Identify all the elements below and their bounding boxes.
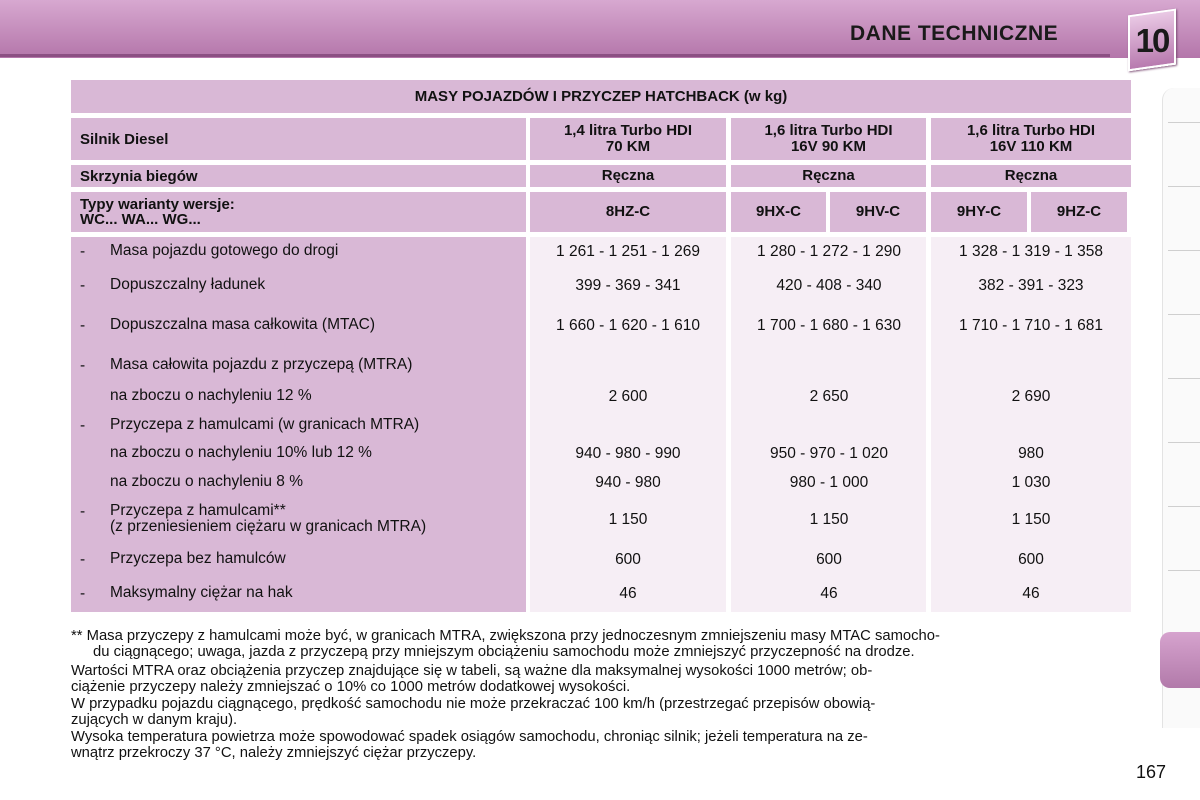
row-label: Masa całowita pojazdu z przyczepą (MTRA) — [110, 356, 413, 373]
row-value: 420 - 408 - 340 — [776, 277, 882, 294]
row-value: 940 - 980 - 990 — [575, 445, 681, 462]
row-value: 1 660 - 1 620 - 1 610 — [556, 317, 700, 334]
row-dash: - — [80, 551, 86, 568]
gearbox-value: Ręczna — [931, 165, 1131, 187]
row-value: 1 150 — [608, 511, 648, 528]
row-label: Masa pojazdu gotowego do drogi — [110, 242, 339, 259]
engine-line2: 16V 90 KM — [790, 138, 867, 155]
side-tab-divider — [1168, 314, 1200, 315]
variants-label-line2: WC... WA... WG... — [80, 211, 201, 228]
row-value: 382 - 391 - 323 — [978, 277, 1084, 294]
engine-line1: 1,6 litra Turbo HDI — [966, 122, 1096, 139]
row-value: 46 — [820, 585, 838, 602]
row-label: Przyczepa bez hamulców — [110, 550, 286, 567]
table-title: MASY POJAZDÓW I PRZYCZEP HATCHBACK (w kg) — [71, 80, 1131, 113]
variants-label — [71, 192, 526, 232]
note-line: wnątrz przekroczy 37 °C, należy zmniejszyć ciężar przyczepy. — [71, 745, 477, 761]
side-tab-divider — [1168, 186, 1200, 187]
side-tab-divider — [1168, 570, 1200, 571]
row-value: 1 700 - 1 680 - 1 630 — [757, 317, 901, 334]
note-line: W przypadku pojazdu ciągnącego, prędkość samochodu nie może przekraczać 100 km/h (przestrzegać przepisów obowią- — [71, 696, 876, 712]
row-label-continued: (z przeniesieniem ciężaru w granicach MTRA) — [110, 518, 427, 535]
row-value: 940 - 980 — [595, 474, 661, 491]
row-dash: - — [80, 243, 86, 260]
side-tab-divider — [1168, 250, 1200, 251]
row-label: Przyczepa z hamulcami** — [110, 502, 286, 519]
chapter-number: 10 — [1135, 22, 1169, 59]
engine-line1: 1,6 litra Turbo HDI — [764, 122, 893, 139]
variant-code: 9HY-C — [931, 192, 1027, 232]
note-line: Wysoka temperatura powietrza może spowodować spadek osiągów samochodu, chroniąc silnik; jeżeli temperatura na ze- — [71, 729, 868, 745]
row-label: na zboczu o nachyleniu 8 % — [110, 473, 304, 490]
side-tab-divider — [1168, 122, 1200, 123]
variant-code: 9HX-C — [731, 192, 826, 232]
row-value: 1 710 - 1 710 - 1 681 — [959, 317, 1103, 334]
side-tab-divider — [1168, 506, 1200, 507]
row-value: 600 — [615, 551, 641, 568]
note-line: ciążenie przyczepy należy zmniejszać o 10% co 1000 metrów dodatkowej wysokości. — [71, 679, 631, 695]
variant-code: 8HZ-C — [530, 192, 726, 232]
row-value: 399 - 369 - 341 — [575, 277, 681, 294]
row-value: 2 690 — [1011, 388, 1051, 405]
engine-header — [931, 118, 1131, 160]
engine-line2: 70 KM — [605, 138, 651, 155]
page-number: 167 — [1136, 762, 1167, 782]
engine-label: Silnik Diesel — [71, 118, 526, 160]
gearbox-label: Skrzynia biegów — [71, 165, 526, 187]
engine-header — [731, 118, 926, 160]
row-dash: - — [80, 357, 86, 374]
header-divider — [0, 54, 1110, 57]
engine-line1: 1,4 litra Turbo HDI — [563, 122, 693, 139]
row-label: na zboczu o nachyleniu 10% lub 12 % — [110, 444, 372, 461]
gearbox-value: Ręczna — [731, 165, 926, 187]
side-tab-active[interactable] — [1160, 632, 1200, 688]
side-tab-divider — [1168, 378, 1200, 379]
row-value: 1 280 - 1 272 - 1 290 — [757, 243, 901, 260]
variant-code: 9HZ-C — [1031, 192, 1127, 232]
row-value: 46 — [1022, 585, 1040, 602]
row-value: 600 — [1018, 551, 1044, 568]
row-label: Przyczepa z hamulcami (w granicach MTRA) — [110, 416, 420, 433]
note-line: Wartości MTRA oraz obciążenia przyczep znajdujące się w tabeli, są ważne dla maksymalnej wysokości 1000 metrów; ob- — [71, 663, 873, 679]
engine-line2: 16V 110 KM — [989, 138, 1073, 155]
variants-label-line1: Typy warianty wersje: — [80, 196, 235, 213]
row-value: 1 150 — [809, 511, 849, 528]
note-line: zujących w danym kraju). — [71, 712, 238, 728]
row-value: 1 150 — [1011, 511, 1051, 528]
row-label: Maksymalny ciężar na hak — [110, 584, 293, 601]
footnote-line: du ciągnącego; uwaga, jazda z przyczepą przy mniejszym obciążeniu samochodu może zmniejszyć przyczepność na drodze. — [93, 644, 915, 660]
row-label: Dopuszczalna masa całkowita (MTAC) — [110, 316, 376, 333]
variant-code: 9HV-C — [830, 192, 926, 232]
row-value: 980 — [1018, 445, 1044, 462]
row-dash: - — [80, 503, 86, 520]
row-dash: - — [80, 277, 86, 294]
row-dash: - — [80, 585, 86, 602]
row-value: 1 261 - 1 251 - 1 269 — [556, 243, 700, 260]
side-tab-divider — [1168, 442, 1200, 443]
row-value: 600 — [816, 551, 842, 568]
row-value: 1 030 — [1011, 474, 1051, 491]
row-value: 1 328 - 1 319 - 1 358 — [959, 243, 1103, 260]
row-value: 2 650 — [809, 388, 849, 405]
row-dash: - — [80, 417, 86, 434]
row-value: 46 — [619, 585, 637, 602]
row-label: na zboczu o nachyleniu 12 % — [110, 387, 312, 404]
row-value: 980 - 1 000 — [789, 474, 869, 491]
row-value: 950 - 970 - 1 020 — [769, 445, 889, 462]
chapter-title: DANE TECHNICZNE — [850, 22, 1059, 45]
engine-header — [530, 118, 726, 160]
gearbox-value: Ręczna — [530, 165, 726, 187]
row-dash: - — [80, 317, 86, 334]
row-label: Dopuszczalny ładunek — [110, 276, 266, 293]
row-value: 2 600 — [608, 388, 648, 405]
footnote-line: ** Masa przyczepy z hamulcami może być, w granicach MTRA, zwiększona przy jednoczesnym zmniejszeniu masy MTAC samocho- — [71, 628, 940, 644]
